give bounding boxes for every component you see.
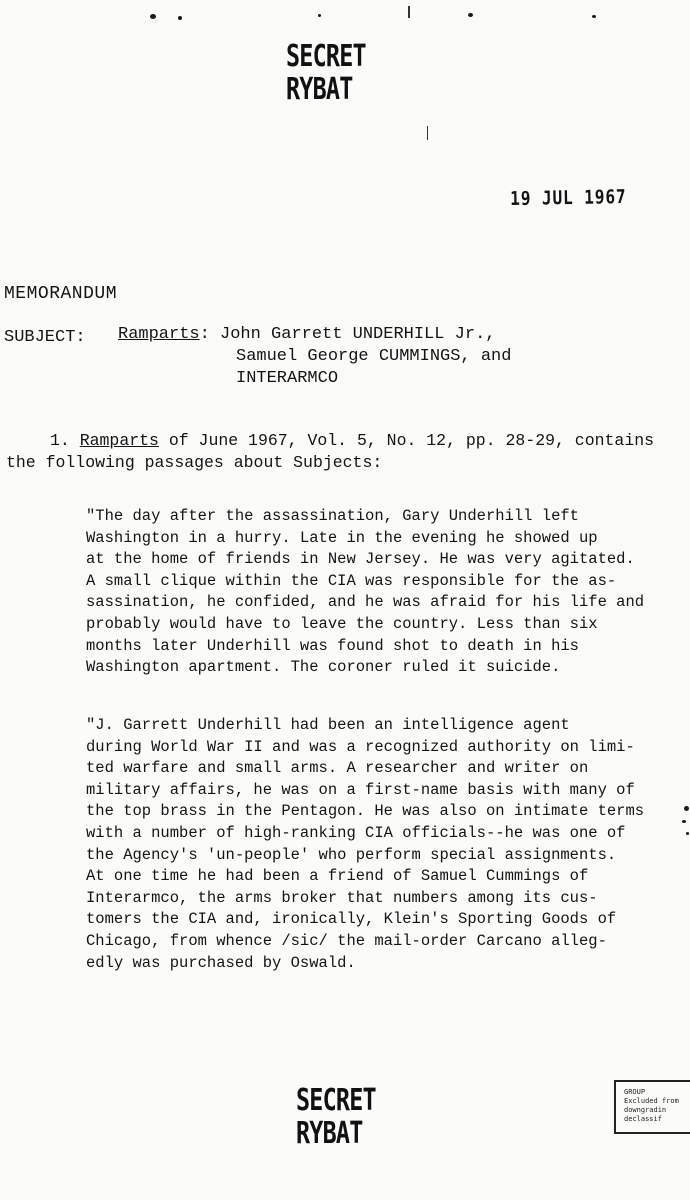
memo-heading: MEMORANDUM	[4, 284, 118, 304]
quote-line: "The day after the assassination, Gary Underhill left	[86, 507, 579, 525]
group-stamp-line: Excluded from	[624, 1097, 679, 1105]
quote-line: A small clique within the CIA was responsible for the as-	[86, 571, 617, 590]
classification-stamp-top	[286, 40, 366, 106]
scan-speck	[592, 15, 596, 18]
quote-passage-2	[86, 715, 686, 974]
quote-line: Interarmco, the arms broker that numbers among its cus-	[86, 888, 598, 907]
stamp-line: RYBAT	[286, 72, 353, 107]
group-exclusion-stamp	[614, 1080, 690, 1134]
quote-line: during World War II and was a recognized authority on limi-	[86, 737, 635, 756]
paragraph-publication: Ramparts	[79, 431, 159, 450]
scan-speck	[686, 832, 689, 835]
group-stamp-line: declassif	[624, 1115, 662, 1123]
paragraph-number: 1.	[50, 431, 70, 450]
subject-publication: Ramparts	[118, 325, 200, 344]
quote-line: probably would have to leave the country. Less than six	[86, 614, 598, 633]
subject-lines	[118, 324, 511, 390]
paragraph-1-line-2: the following passages about Subjects:	[6, 453, 383, 472]
quote-line: Chicago, from whence /sic/ the mail-order Carcano alleg-	[86, 931, 607, 950]
subject-label: SUBJECT:	[4, 328, 86, 347]
quote-line: the top brass in the Pentagon. He was also on intimate terms	[86, 802, 645, 821]
subject-line-3: INTERARMCO	[236, 369, 339, 388]
quote-line: military affairs, he was on a first-name basis with many of	[86, 780, 635, 799]
subject-line-1	[118, 324, 511, 346]
quote-line: Washington in a hurry. Late in the evening he showed up	[86, 528, 598, 547]
quote-line: tomers the CIA and, ironically, Klein's Sporting Goods of	[86, 910, 617, 929]
subject-line-2: Samuel George CUMMINGS, and	[236, 347, 512, 366]
quote-line: Washington apartment. The coroner ruled it suicide.	[86, 658, 561, 677]
subject-line1-text: : John Garrett UNDERHILL Jr.,	[199, 325, 496, 344]
quote-line: the Agency's 'un-people' who perform special assignments.	[86, 845, 617, 864]
scan-speck	[318, 14, 321, 17]
stamp-line: RYBAT	[296, 1116, 363, 1151]
paragraph-1-text: of June 1967, Vol. 5, No. 12, pp. 28-29, contains	[158, 431, 655, 450]
quote-line: with a number of high-ranking CIA officials--he was one of	[86, 823, 626, 842]
scan-speck	[150, 14, 156, 19]
quote-line: at the home of friends in New Jersey. He was very agitated.	[86, 550, 635, 569]
group-stamp-line: GROUP	[624, 1088, 646, 1096]
quote-line: edly was purchased by Oswald.	[86, 953, 356, 972]
group-stamp-line: downgradin	[624, 1106, 667, 1114]
scan-mark	[427, 126, 428, 140]
quote-line: At one time he had been a friend of Samuel Cummings of	[86, 867, 589, 886]
quote-passage-1	[86, 506, 686, 679]
scan-speck	[468, 13, 473, 17]
classification-stamp-bottom	[296, 1084, 376, 1150]
quote-line: "J. Garrett Underhill had been an intelligence agent	[86, 716, 570, 734]
quote-line: sassination, he confided, and he was afraid for his life and	[86, 593, 645, 612]
quote-line: months later Underhill was found shot to death in his	[86, 636, 579, 655]
paragraph-1	[6, 430, 690, 474]
paragraph-1-line-1	[6, 430, 690, 452]
scan-speck	[178, 16, 182, 20]
scan-mark	[408, 6, 410, 18]
stamp-line: SECRET	[286, 39, 366, 74]
quote-line: ted warfare and small arms. A researcher and writer on	[86, 759, 589, 778]
stamp-line: SECRET	[296, 1083, 376, 1118]
date-stamp: 19 JUL 1967	[510, 185, 627, 210]
